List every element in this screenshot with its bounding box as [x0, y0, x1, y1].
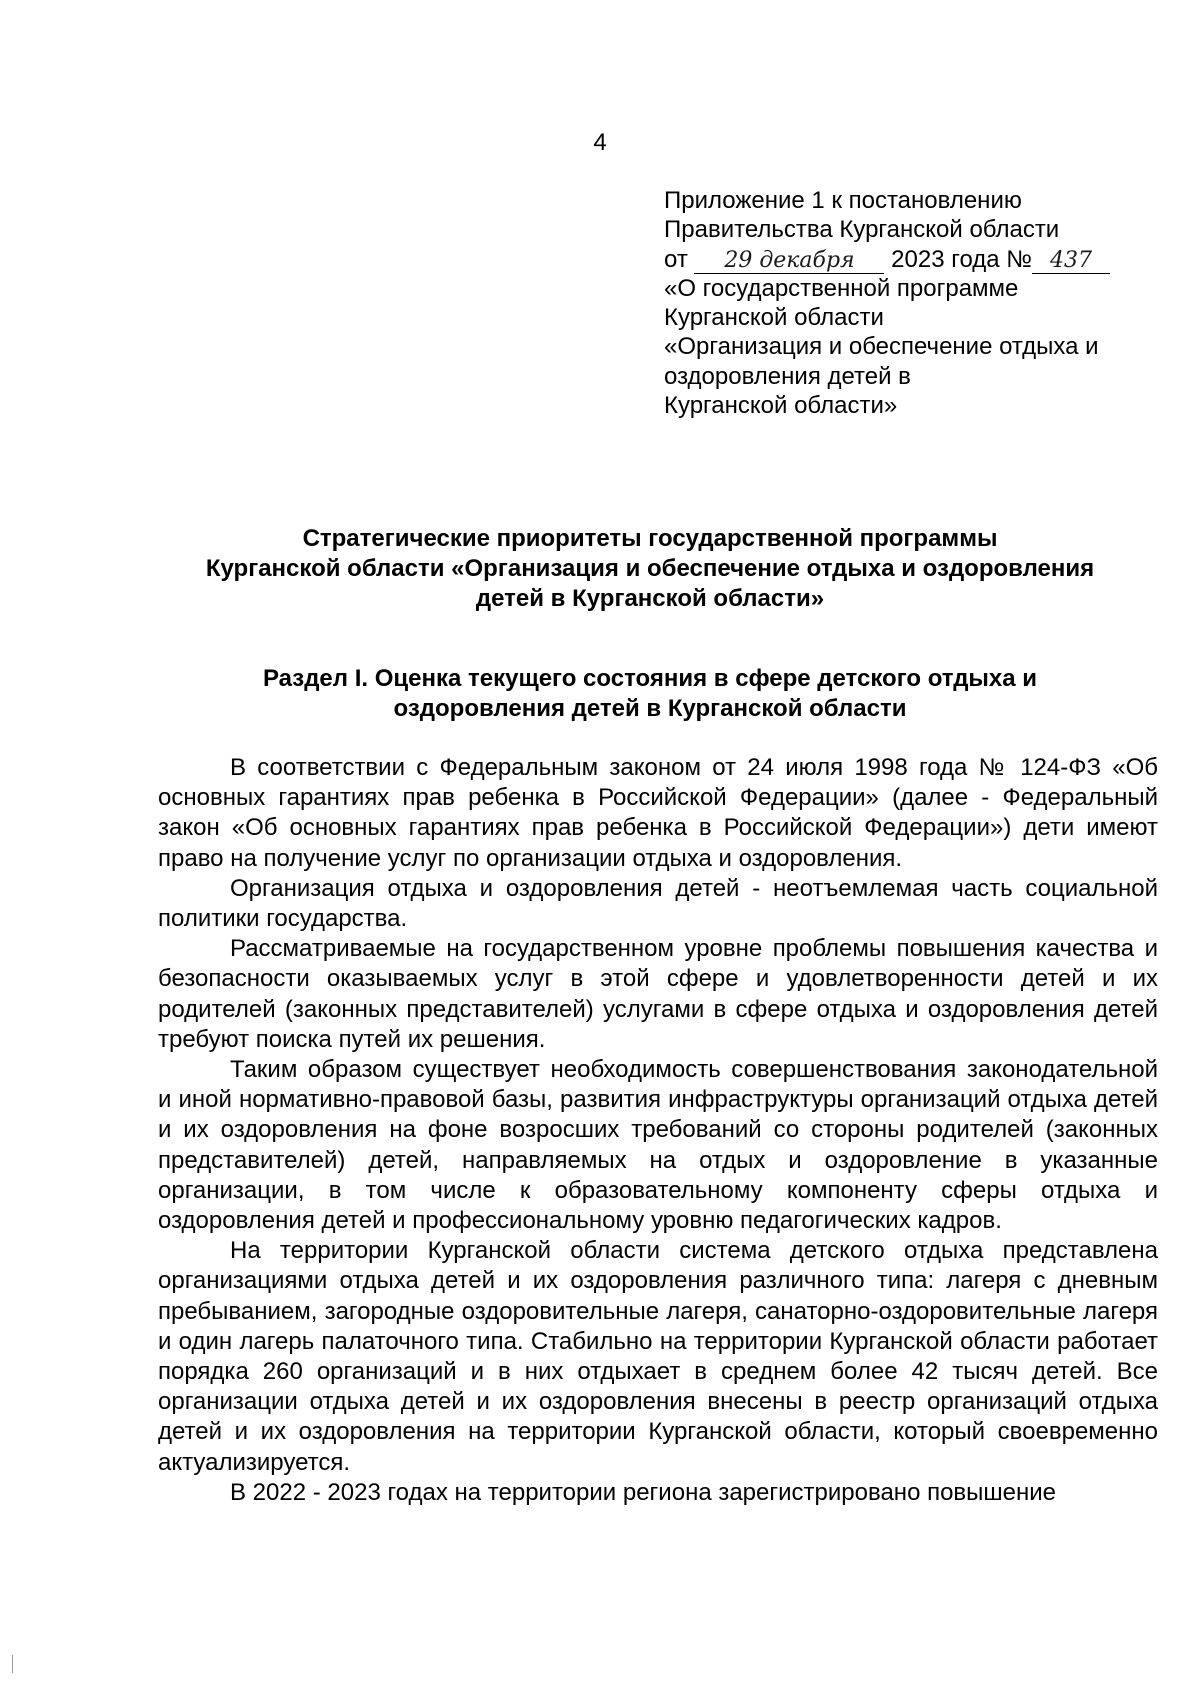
paragraph: Рассматриваемые на государственном уровне проблемы повышения качества и безопасности оказываемых услуг в этой сфере и удовлетворенности детей и их родителей (законных представителей) услугами в сфере отдыха и оздоровления детей требуют поиска путей их решения.: [158, 935, 1158, 1053]
paragraph: На территории Курганской области система детского отдыха представлена организациями отдыха детей и их оздоровления различного типа: лагеря с дневным пребыванием, загородные оздоровительные лагеря, санаторно-оздоровительные лагеря и один лагерь палаточного типа. Стабильно на территории Курганской области работает порядка 260 организаций и в них отдыхает в среднем более 42 тысяч детей. Все организации отдыха детей и их оздоровления внесены в реестр организаций отдыха детей и их оздоровления на территории Курганской области, который своевременно актуализируется.: [158, 1237, 1158, 1476]
handwritten-date: 29 декабря: [694, 249, 884, 274]
body-text: [158, 753, 1158, 1508]
appendix-line: оздоровления детей в: [664, 362, 911, 390]
date-prefix: от: [664, 245, 688, 273]
appendix-header: [664, 186, 1184, 420]
appendix-line: «Организация и обеспечение отдыха и: [664, 333, 1099, 361]
title-line: Стратегические приоритеты государственной программы: [302, 525, 998, 552]
appendix-line: Курганской области: [664, 304, 884, 332]
page-number: 4: [593, 129, 607, 156]
paragraph: Таким образом существует необходимость совершенствования законодательной и иной нормативно-правовой базы, развития инфраструктуры организаций отдыха детей и их оздоровления на фоне возросших требований со стороны родителей (законных представителей) детей, направляемых на отдых и оздоровление в указанные организации, в том числе к образовательному компоненту сферы отдыха и оздоровления детей и профессиональному уровню педагогических кадров.: [158, 1056, 1158, 1235]
section-heading-line: Раздел I. Оценка текущего состояния в сфере детского отдыха и: [262, 665, 1038, 692]
appendix-line: Правительства Курганской области: [664, 216, 1060, 244]
year-text: 2023 года №: [891, 245, 1033, 273]
scan-artifact: [12, 1655, 13, 1673]
title-line: детей в Курганской области»: [475, 585, 825, 612]
paragraph: В 2022 - 2023 годах на территории региона зарегистрировано повышение: [230, 1478, 1057, 1506]
appendix-line: Приложение 1 к постановлению: [664, 187, 1022, 214]
document-title: [120, 524, 1180, 614]
section-heading: [150, 664, 1150, 724]
appendix-line: «О государственной программе: [664, 274, 1019, 302]
appendix-date-line: [664, 245, 1184, 274]
section-heading-line: оздоровления детей в Курганской области: [393, 695, 907, 722]
paragraph: В соответствии с Федеральным законом от 24 июля 1998 года № 124-ФЗ «Об основных гарантиях прав ребенка в Российской Федерации» (далее - Федеральный закон «Об основных гарантиях прав ребенка в Российской Федерации») дети имеют право на получение услуг по организации отдыха и оздоровления.: [158, 754, 1158, 872]
appendix-line: Курганской области»: [664, 392, 898, 420]
title-line: Курганской области «Организация и обеспечение отдыха и оздоровления: [205, 555, 1095, 582]
paragraph: Организация отдыха и оздоровления детей - неотъемлемая часть социальной политики государства.: [158, 874, 1158, 933]
handwritten-number: 437: [1032, 249, 1110, 274]
